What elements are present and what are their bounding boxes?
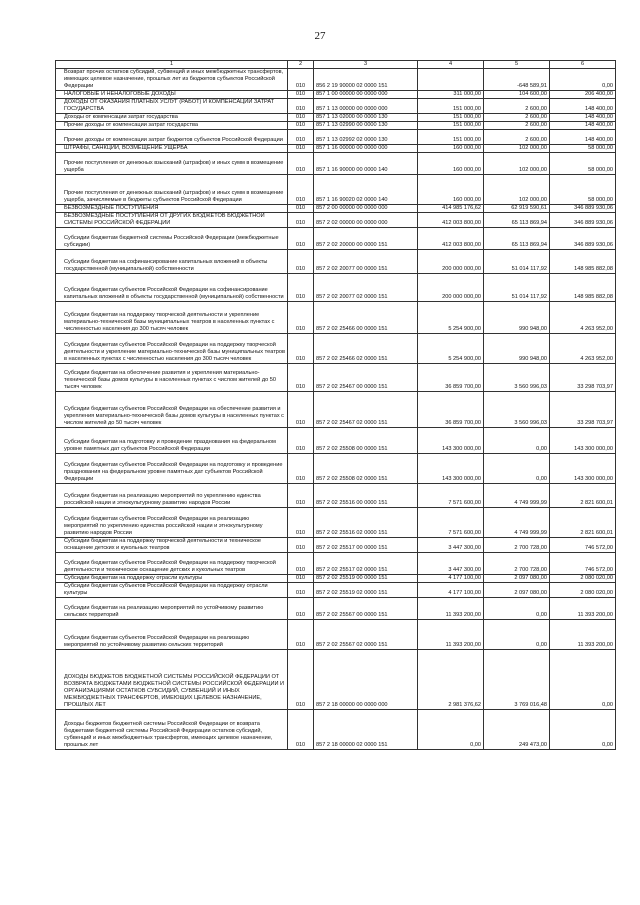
- row-line-code: 010: [288, 538, 314, 553]
- row-executed-amount: 51 014 117,92: [484, 274, 550, 302]
- row-description: [56, 153, 288, 175]
- table-row: [56, 538, 616, 553]
- row-line-code: 010: [288, 620, 314, 650]
- row-description: [56, 250, 288, 274]
- row-description: [56, 175, 288, 205]
- row-budget-classification-code: 857 2 00 00000 00 0000 000: [314, 205, 418, 213]
- row-description: [56, 274, 288, 302]
- table-row: [56, 710, 616, 750]
- row-description: [56, 114, 288, 122]
- row-line-code: 010: [288, 392, 314, 428]
- row-unexecuted-amount: 2 080 020,00: [550, 575, 616, 583]
- table-row: [56, 553, 616, 575]
- row-budget-classification-code: 857 2 02 25467 00 0000 151: [314, 364, 418, 392]
- row-budget-classification-code: 857 2 02 25567 02 0000 151: [314, 620, 418, 650]
- table-row: [56, 122, 616, 130]
- row-budget-classification-code: 857 1 16 90000 00 0000 140: [314, 153, 418, 175]
- row-description-text: Субсидии бюджетам на поддержку творческой деятельности и техническое оснащение детских и кукольных театров: [64, 538, 262, 551]
- row-line-code: 010: [288, 484, 314, 508]
- row-description-text: Прочие поступления от денежных взысканий (штрафов) и иных сумм в возмещение ущерба, зачисляемые в бюджеты субъектов Российской Федерации: [64, 190, 284, 203]
- row-executed-amount: -648 589,91: [484, 69, 550, 91]
- row-unexecuted-amount: 148 985 882,08: [550, 274, 616, 302]
- table-row: [56, 205, 616, 213]
- table-row: [56, 598, 616, 620]
- row-description: [56, 650, 288, 710]
- row-approved-amount: 143 300 000,00: [418, 454, 484, 484]
- row-executed-amount: 62 919 590,61: [484, 205, 550, 213]
- table-row: [56, 302, 616, 334]
- row-approved-amount: 160 000,00: [418, 153, 484, 175]
- row-unexecuted-amount: 33 298 703,97: [550, 364, 616, 392]
- row-description: [56, 710, 288, 750]
- row-budget-classification-code: 857 2 02 25466 02 0000 151: [314, 334, 418, 364]
- row-description: [56, 213, 288, 228]
- row-approved-amount: 414 985 176,62: [418, 205, 484, 213]
- table-row: [56, 130, 616, 145]
- row-executed-amount: 4 749 999,99: [484, 484, 550, 508]
- row-unexecuted-amount: 346 889 930,06: [550, 213, 616, 228]
- row-line-code: 010: [288, 153, 314, 175]
- row-executed-amount: 102 000,00: [484, 145, 550, 153]
- row-executed-amount: 65 113 869,94: [484, 228, 550, 250]
- row-executed-amount: 104 600,00: [484, 91, 550, 99]
- row-line-code: 010: [288, 130, 314, 145]
- row-executed-amount: 2 600,00: [484, 122, 550, 130]
- row-description: [56, 205, 288, 213]
- row-approved-amount: 311 000,00: [418, 91, 484, 99]
- table-row: [56, 114, 616, 122]
- row-approved-amount: 5 254 900,00: [418, 302, 484, 334]
- row-approved-amount: 36 859 700,00: [418, 364, 484, 392]
- row-budget-classification-code: 857 2 18 00000 00 0000 000: [314, 650, 418, 710]
- row-approved-amount: 4 177 100,00: [418, 583, 484, 598]
- row-unexecuted-amount: 2 821 600,01: [550, 484, 616, 508]
- row-description: [56, 392, 288, 428]
- row-executed-amount: 51 014 117,92: [484, 250, 550, 274]
- row-line-code: 010: [288, 145, 314, 153]
- row-line-code: 010: [288, 69, 314, 91]
- row-description: [56, 145, 288, 153]
- row-approved-amount: 143 300 000,00: [418, 428, 484, 454]
- row-line-code: 010: [288, 114, 314, 122]
- row-description-text: Прочие доходы от компенсации затрат государства: [64, 122, 199, 128]
- row-executed-amount: 102 000,00: [484, 175, 550, 205]
- row-unexecuted-amount: 0,00: [550, 650, 616, 710]
- row-description: [56, 575, 288, 583]
- row-unexecuted-amount: 143 300 000,00: [550, 454, 616, 484]
- row-description-text: Субсидии бюджетам на реализацию мероприятий по устойчивому развитию сельских территорий: [64, 605, 264, 618]
- row-executed-amount: 2 700 728,00: [484, 553, 550, 575]
- row-description: [56, 583, 288, 598]
- row-unexecuted-amount: 148 400,00: [550, 130, 616, 145]
- row-description: [56, 69, 288, 91]
- table-row: [56, 228, 616, 250]
- row-description-text: Прочие доходы от компенсации затрат бюджетов субъектов Российской Федерации: [64, 137, 283, 143]
- row-unexecuted-amount: 148 400,00: [550, 122, 616, 130]
- row-line-code: 010: [288, 250, 314, 274]
- row-unexecuted-amount: 2 821 600,01: [550, 508, 616, 538]
- row-approved-amount: 7 571 600,00: [418, 508, 484, 538]
- row-line-code: 010: [288, 710, 314, 750]
- row-executed-amount: 3 560 996,03: [484, 392, 550, 428]
- row-line-code: 010: [288, 302, 314, 334]
- row-approved-amount: 7 571 600,00: [418, 484, 484, 508]
- row-description: [56, 428, 288, 454]
- row-budget-classification-code: 857 1 13 00000 00 0000 000: [314, 99, 418, 114]
- table-body: [56, 69, 616, 750]
- row-description-text: ДОХОДЫ ОТ ОКАЗАНИЯ ПЛАТНЫХ УСЛУГ (РАБОТ) И КОМПЕНСАЦИИ ЗАТРАТ ГОСУДАРСТВА: [64, 99, 275, 112]
- row-description-text: Субсидии бюджетам на поддержку отрасли культуры: [64, 575, 203, 581]
- row-description-text: Субсидии бюджетам субъектов Российской Федерации на поддержку творческой деятельности и техническое оснащение детских и кукольных театров: [64, 560, 276, 573]
- row-description-text: Прочие поступления от денежных взысканий (штрафов) и иных сумм в возмещение ущерба: [64, 160, 284, 173]
- row-line-code: 010: [288, 213, 314, 228]
- table-row: [56, 213, 616, 228]
- row-budget-classification-code: 857 2 02 25519 00 0000 151: [314, 575, 418, 583]
- row-approved-amount: 151 000,00: [418, 114, 484, 122]
- row-executed-amount: 0,00: [484, 598, 550, 620]
- row-unexecuted-amount: 143 300 000,00: [550, 428, 616, 454]
- row-description-text: Субсидии бюджетам субъектов Российской Федерации на софинансирование капитальных вложений в объекты государственной (муниципальной) собственности: [64, 287, 284, 300]
- table-row: [56, 575, 616, 583]
- row-budget-classification-code: 857 2 02 25567 00 0000 151: [314, 598, 418, 620]
- row-unexecuted-amount: 11 393 200,00: [550, 598, 616, 620]
- row-approved-amount: 36 859 700,00: [418, 392, 484, 428]
- row-unexecuted-amount: 58 000,00: [550, 145, 616, 153]
- row-line-code: 010: [288, 650, 314, 710]
- table-row: [56, 175, 616, 205]
- row-approved-amount: 4 177 100,00: [418, 575, 484, 583]
- table-row: [56, 392, 616, 428]
- row-description: [56, 598, 288, 620]
- row-description-text: БЕЗВОЗМЕЗДНЫЕ ПОСТУПЛЕНИЯ ОТ ДРУГИХ БЮДЖЕТОВ БЮДЖЕТНОЙ СИСТЕМЫ РОССИЙСКОЙ ФЕДЕРАЦИИ: [64, 213, 265, 226]
- row-description-text: Субсидии бюджетам субъектов Российской Федерации на поддержку отрасли культуры: [64, 583, 268, 596]
- row-approved-amount: 200 000 000,00: [418, 274, 484, 302]
- row-description-text: Субсидии бюджетам на софинансирование капитальных вложений в объекты государственной (муниципальной) собственности: [64, 259, 268, 272]
- row-approved-amount: 160 000,00: [418, 175, 484, 205]
- row-budget-classification-code: 857 2 02 25516 00 0000 151: [314, 484, 418, 508]
- row-line-code: 010: [288, 205, 314, 213]
- row-description-text: Субсидии бюджетам субъектов Российской Федерации на реализацию мероприятий по устойчивому развитию сельских территорий: [64, 635, 250, 648]
- row-line-code: 010: [288, 428, 314, 454]
- row-unexecuted-amount: 746 572,00: [550, 538, 616, 553]
- table-row: [56, 583, 616, 598]
- row-description: [56, 508, 288, 538]
- row-budget-classification-code: 857 1 13 02992 02 0000 130: [314, 130, 418, 145]
- row-description: [56, 99, 288, 114]
- row-approved-amount: 3 447 300,00: [418, 553, 484, 575]
- row-approved-amount: 160 000,00: [418, 145, 484, 153]
- row-unexecuted-amount: 4 263 952,00: [550, 302, 616, 334]
- row-description-text: Субсидии бюджетам на поддержку творческой деятельности и укрепление материально-технической базы муниципальных театров в населенных пунктах с численностью населения до 300 тысяч человек: [64, 312, 275, 332]
- row-approved-amount: 11 393 200,00: [418, 598, 484, 620]
- column-header-5: 5: [484, 61, 550, 69]
- column-header-2: 2: [288, 61, 314, 69]
- row-approved-amount: 412 003 800,00: [418, 228, 484, 250]
- row-line-code: 010: [288, 91, 314, 99]
- row-unexecuted-amount: 148 400,00: [550, 114, 616, 122]
- column-header-1: 1: [56, 61, 288, 69]
- row-description-text: Доходы от компенсации затрат государства: [64, 114, 178, 120]
- row-executed-amount: 0,00: [484, 454, 550, 484]
- row-budget-classification-code: 857 2 02 20077 00 0000 151: [314, 250, 418, 274]
- row-executed-amount: 0,00: [484, 620, 550, 650]
- row-budget-classification-code: 857 1 16 90020 02 0000 140: [314, 175, 418, 205]
- row-executed-amount: 0,00: [484, 428, 550, 454]
- row-executed-amount: 2 097 080,00: [484, 575, 550, 583]
- row-description-text: БЕЗВОЗМЕЗДНЫЕ ПОСТУПЛЕНИЯ: [64, 205, 159, 211]
- row-executed-amount: 2 600,00: [484, 99, 550, 114]
- row-approved-amount: 3 447 300,00: [418, 538, 484, 553]
- row-description: [56, 228, 288, 250]
- row-description: [56, 334, 288, 364]
- row-budget-classification-code: 857 1 00 00000 00 0000 000: [314, 91, 418, 99]
- table-row: [56, 364, 616, 392]
- row-line-code: 010: [288, 583, 314, 598]
- row-budget-classification-code: 856 2 19 90000 02 0000 151: [314, 69, 418, 91]
- row-unexecuted-amount: 4 263 952,00: [550, 334, 616, 364]
- row-budget-classification-code: 857 2 02 25466 00 0000 151: [314, 302, 418, 334]
- row-description: [56, 122, 288, 130]
- row-description: [56, 620, 288, 650]
- row-unexecuted-amount: 0,00: [550, 69, 616, 91]
- table-row: [56, 250, 616, 274]
- row-budget-classification-code: 857 2 02 00000 00 0000 000: [314, 213, 418, 228]
- row-budget-classification-code: 857 2 02 25519 02 0000 151: [314, 583, 418, 598]
- row-budget-classification-code: 857 2 02 25517 02 0000 151: [314, 553, 418, 575]
- row-executed-amount: 249 473,00: [484, 710, 550, 750]
- row-budget-classification-code: 857 2 02 25516 02 0000 151: [314, 508, 418, 538]
- row-unexecuted-amount: 0,00: [550, 710, 616, 750]
- table-row: [56, 334, 616, 364]
- row-unexecuted-amount: 2 080 020,00: [550, 583, 616, 598]
- row-unexecuted-amount: 148 985 882,08: [550, 250, 616, 274]
- row-line-code: 010: [288, 364, 314, 392]
- row-description: [56, 130, 288, 145]
- table-row: [56, 145, 616, 153]
- row-unexecuted-amount: 11 393 200,00: [550, 620, 616, 650]
- row-description-text: НАЛОГОВЫЕ И НЕНАЛОГОВЫЕ ДОХОДЫ: [64, 91, 176, 97]
- row-budget-classification-code: 857 2 02 20077 02 0000 151: [314, 274, 418, 302]
- table-row: [56, 153, 616, 175]
- row-approved-amount: 412 003 800,00: [418, 213, 484, 228]
- row-budget-classification-code: 857 2 18 00000 02 0000 151: [314, 710, 418, 750]
- table-row: [56, 428, 616, 454]
- row-unexecuted-amount: 346 889 930,06: [550, 228, 616, 250]
- row-line-code: 010: [288, 553, 314, 575]
- row-unexecuted-amount: 58 000,00: [550, 175, 616, 205]
- row-approved-amount: 151 000,00: [418, 122, 484, 130]
- row-executed-amount: 2 600,00: [484, 114, 550, 122]
- row-approved-amount: 5 254 900,00: [418, 334, 484, 364]
- row-unexecuted-amount: 746 572,00: [550, 553, 616, 575]
- row-line-code: 010: [288, 274, 314, 302]
- row-description-text: ШТРАФЫ, САНКЦИИ, ВОЗМЕЩЕНИЕ УЩЕРБА: [64, 145, 188, 151]
- row-executed-amount: 990 948,00: [484, 334, 550, 364]
- row-line-code: 010: [288, 575, 314, 583]
- row-approved-amount: 151 000,00: [418, 99, 484, 114]
- row-description-text: Субсидии бюджетам на реализацию мероприятий по укреплению единства российской нации и этнокультурному развитию народов России: [64, 493, 261, 506]
- row-description: [56, 553, 288, 575]
- table-row: [56, 274, 616, 302]
- row-budget-classification-code: 857 1 16 00000 00 0000 000: [314, 145, 418, 153]
- row-line-code: 010: [288, 99, 314, 114]
- row-executed-amount: 990 948,00: [484, 302, 550, 334]
- row-budget-classification-code: 857 2 02 25467 02 0000 151: [314, 392, 418, 428]
- row-description: [56, 364, 288, 392]
- row-approved-amount: 11 393 200,00: [418, 620, 484, 650]
- row-budget-classification-code: 857 1 13 02990 00 0000 130: [314, 122, 418, 130]
- page-number: 27: [314, 30, 326, 42]
- table-row: [56, 650, 616, 710]
- table-row: [56, 620, 616, 650]
- row-line-code: 010: [288, 122, 314, 130]
- row-unexecuted-amount: 33 298 703,97: [550, 392, 616, 428]
- column-header-4: 4: [418, 61, 484, 69]
- row-approved-amount: 0,00: [418, 710, 484, 750]
- row-line-code: 010: [288, 175, 314, 205]
- table-row: [56, 508, 616, 538]
- table-row: [56, 99, 616, 114]
- budget-income-table: [55, 60, 616, 750]
- row-budget-classification-code: 857 2 02 25508 00 0000 151: [314, 428, 418, 454]
- row-description-text: ДОХОДЫ БЮДЖЕТОВ БЮДЖЕТНОЙ СИСТЕМЫ РОССИЙСКОЙ ФЕДЕРАЦИИ ОТ ВОЗВРАТА БЮДЖЕТАМИ БЮДЖЕТНОЙ СИСТЕМЫ РОССИЙСКОЙ ФЕДЕРАЦИИ И ОРГАНИЗАЦИЯМИ ОСТАТКОВ СУБСИДИЙ, СУБВЕНЦИЙ И ИНЫХ МЕЖБЮДЖЕТНЫХ ТРАНСФЕРТОВ, ИМЕЮЩИХ ЦЕЛЕВОЕ НАЗНАЧЕНИЕ, ПРОШЛЫХ ЛЕТ: [64, 674, 285, 708]
- row-unexecuted-amount: 206 400,00: [550, 91, 616, 99]
- row-approved-amount: [418, 69, 484, 91]
- row-budget-classification-code: 857 2 02 20000 00 0000 151: [314, 228, 418, 250]
- row-description-text: Возврат прочих остатков субсидий, субвенций и иных межбюджетных трансфертов, имеющих целевое назначение, прошлых лет из бюджетов субъектов Российской Федерации: [64, 69, 284, 89]
- column-header-3: 3: [314, 61, 418, 69]
- row-budget-classification-code: 857 2 02 25517 00 0000 151: [314, 538, 418, 553]
- table-row: [56, 454, 616, 484]
- row-approved-amount: 200 000 000,00: [418, 250, 484, 274]
- row-executed-amount: 3 560 996,03: [484, 364, 550, 392]
- row-description: [56, 454, 288, 484]
- row-description: [56, 302, 288, 334]
- row-description-text: Доходы бюджетов бюджетной системы Российской Федерации от возврата бюджетами бюджетной системы Российской Федерации остатков субсидий, субвенций и иных межбюджетных трансфертов, имеющих целевое назначение, прошлых лет: [64, 721, 273, 748]
- table-row: [56, 484, 616, 508]
- row-unexecuted-amount: 58 000,00: [550, 153, 616, 175]
- row-description-text: Субсидии бюджетам бюджетной системы Российской Федерации (межбюджетные субсидии): [64, 235, 279, 248]
- row-executed-amount: 2 600,00: [484, 130, 550, 145]
- row-line-code: 010: [288, 508, 314, 538]
- table-row: [56, 69, 616, 91]
- row-description: [56, 538, 288, 553]
- row-line-code: 010: [288, 334, 314, 364]
- row-executed-amount: 102 000,00: [484, 153, 550, 175]
- row-executed-amount: 2 700 728,00: [484, 538, 550, 553]
- row-executed-amount: 2 097 080,00: [484, 583, 550, 598]
- column-header-6: 6: [550, 61, 616, 69]
- row-unexecuted-amount: 346 889 930,06: [550, 205, 616, 213]
- row-description-text: Субсидии бюджетам субъектов Российской Федерации на подготовку и проведение празднования на федеральном уровне памятных дат субъектов Российской Федерации: [64, 462, 283, 482]
- row-budget-classification-code: 857 2 02 25508 02 0000 151: [314, 454, 418, 484]
- row-description-text: Субсидии бюджетам субъектов Российской Федерации на поддержку творческой деятельности и укрепление материально-технической базы муниципальных театров в населенных пунктах с численностью населения до 300 тысяч человек: [64, 342, 285, 362]
- row-unexecuted-amount: 148 400,00: [550, 99, 616, 114]
- row-line-code: 010: [288, 228, 314, 250]
- row-executed-amount: 3 769 016,48: [484, 650, 550, 710]
- table-row: [56, 91, 616, 99]
- row-description: [56, 484, 288, 508]
- row-description-text: Субсидии бюджетам субъектов Российской Федерации на обеспечение развития и укрепления материально-технической базы домов культуры в населенных пунктах с числом жителей до 50 тысяч человек: [64, 406, 284, 426]
- row-executed-amount: 4 749 999,99: [484, 508, 550, 538]
- row-description-text: Субсидии бюджетам на подготовку и проведение празднования на федеральном уровне памятных дат субъектов Российской Федерации: [64, 439, 276, 452]
- row-description: [56, 91, 288, 99]
- row-approved-amount: 151 000,00: [418, 130, 484, 145]
- row-approved-amount: 2 981 376,62: [418, 650, 484, 710]
- row-line-code: 010: [288, 454, 314, 484]
- row-executed-amount: 65 113 869,94: [484, 213, 550, 228]
- row-budget-classification-code: 857 1 13 02000 00 0000 130: [314, 114, 418, 122]
- table-header-row: [56, 61, 616, 69]
- row-description-text: Субсидии бюджетам на обеспечение развития и укрепления материально-технической базы домов культуры в населенных пунктах с числом жителей до 50 тысяч человек: [64, 370, 276, 390]
- row-line-code: 010: [288, 598, 314, 620]
- row-description-text: Субсидии бюджетам субъектов Российской Федерации на реализацию мероприятий по укреплению единства российской нации и этнокультурному развитию народов России: [64, 516, 263, 536]
